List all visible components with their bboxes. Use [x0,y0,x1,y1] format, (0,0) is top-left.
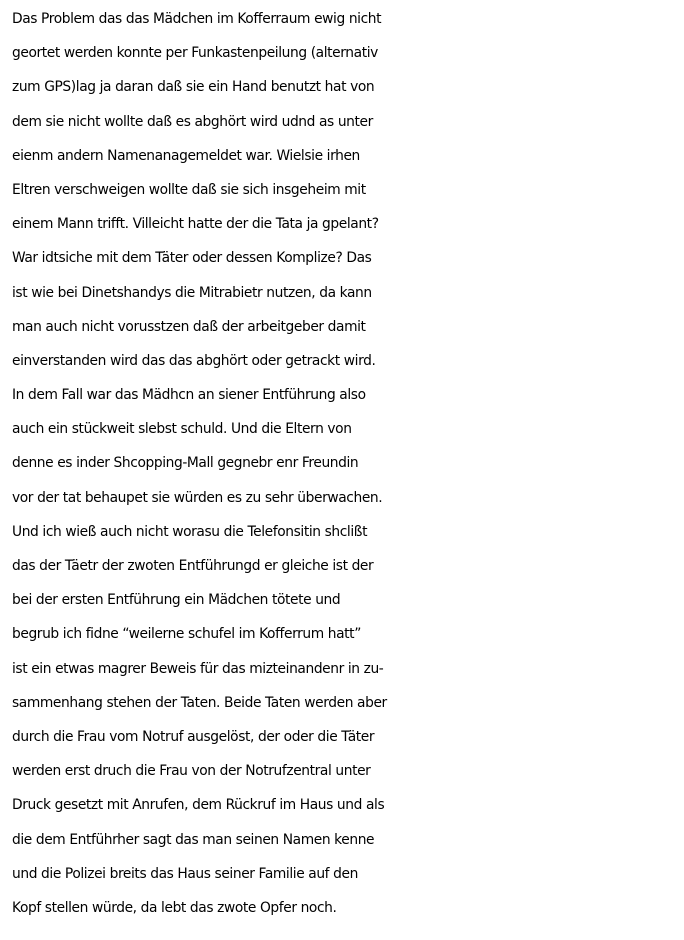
text-line: Und ich wieß auch nicht worasu die Telefonsitin shclißt [12,523,368,540]
text-line: ist wie bei Dinetshandys die Mitrabietr nutzen, da kann [12,284,372,301]
text-line: eienm andern Namenanagemeldet war. Wielsie irhen [12,147,360,164]
text-line: dem sie nicht wollte daß es abghört wird udnd as unter [12,113,373,130]
text-line: War idtsiche mit dem Täter oder dessen Komplize? Das [12,250,372,267]
text-line: Druck gesetzt mit Anrufen, dem Rückruf im Haus und als [12,797,385,814]
text-line: das der Täetr der zwoten Entführungd er gleiche ist der [12,558,374,574]
text-line: Das Problem das das Mädchen im Kofferraum ewig nicht [12,11,382,27]
text-line: einverstanden wird das das abghört oder getrackt wird. [12,352,376,369]
text-line: geortet werden konnte per Funkastenpeilung (alternativ [12,45,378,62]
text-line: Eltren verschweigen wollte daß sie sich insgeheim mit [12,181,366,198]
text-line: denne es inder Shcopping-Mall gegnebr enr Freundin [12,455,359,472]
text-line: werden erst druch die Frau von der Notrufzentral unter [12,763,371,780]
text-line: vor der tat behaupet sie würden es zu sehr überwachen. [12,489,383,506]
text-line: und die Polizei breits das Haus seiner Familie auf den [12,865,358,882]
text-line: zum GPS)lag ja daran daß sie ein Hand benutzt hat von [12,79,375,96]
text-line: Kopf stellen würde, da lebt das zwote Opfer noch. [12,899,337,916]
body-text [12,2,680,925]
text-line: auch ein stückweit slebst schuld. Und die Eltern von [12,421,352,438]
text-line: begrub ich fidne “weilerne schufel im Kofferrum hatt” [12,626,361,643]
text-line: In dem Fall war das Mädhcn an siener Entführung also [12,387,366,404]
text-line: durch die Frau vom Notruf ausgelöst, der oder die Täter [12,728,375,745]
text-line: ist ein etwas magrer Beweis für das mizteinandenr in zu- [12,660,384,677]
text-line: sammenhang stehen der Taten. Beide Taten werden aber [12,694,387,711]
text-line: bei der ersten Entführung ein Mädchen tötete und [12,592,341,609]
text-line: einem Mann trifft. Villeicht hatte der die Tata ja gpelant? [12,216,379,233]
text-line: die dem Entführher sagt das man seinen Namen kenne [12,831,375,848]
text-line: man auch nicht vorusstzen daß der arbeitgeber damit [12,318,366,335]
